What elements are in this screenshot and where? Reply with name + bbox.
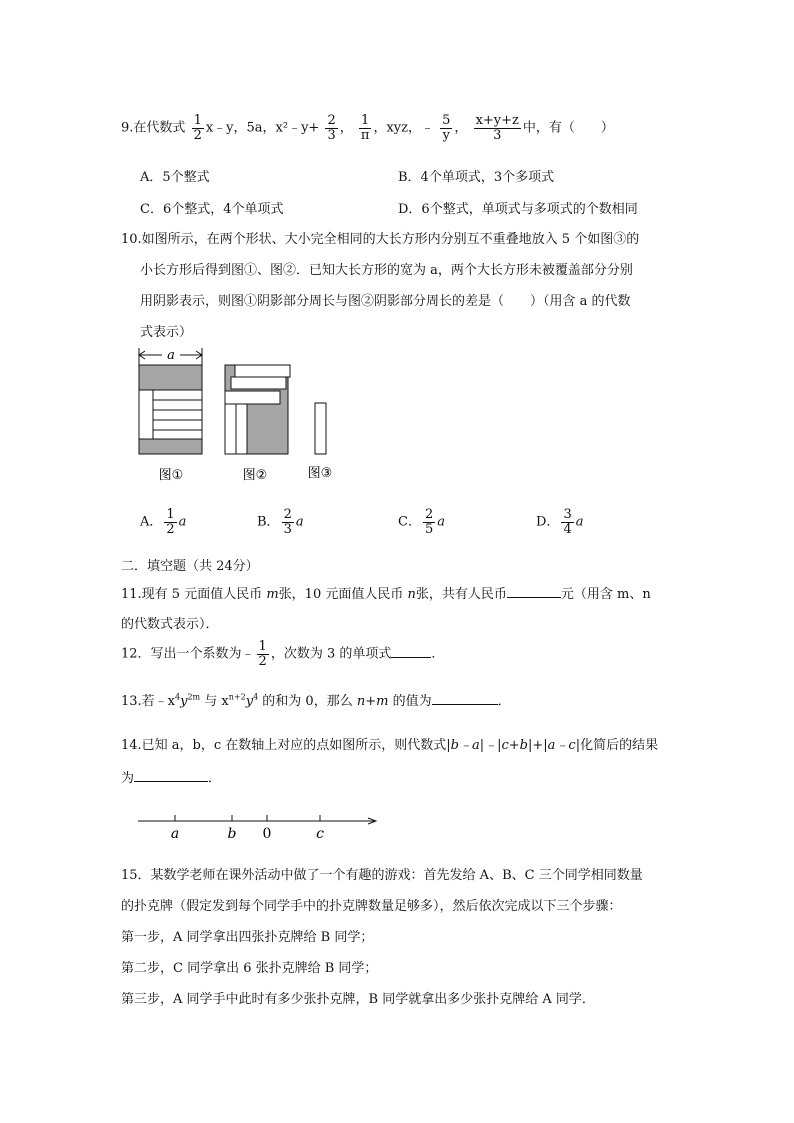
q14-number-line bbox=[136, 808, 386, 844]
figure-3 bbox=[315, 403, 326, 454]
q9-fraction-3: $\frac{1}{\pi}$ bbox=[360, 113, 370, 143]
q14-answer-blank[interactable] bbox=[134, 769, 208, 782]
q10-line-4: 式表示） bbox=[140, 325, 193, 340]
q9-option-b: B．4个单项式，3个多项式 bbox=[398, 170, 555, 185]
q10-option-b: B． $\frac{2}{3}$ a bbox=[257, 507, 304, 537]
figure-2-label: 图② bbox=[242, 468, 268, 483]
q11-line-1: 11.现有 5 元面值人民币 m张，10 元面值人民币 n张，共有人民币 元（用含 m、n bbox=[121, 587, 651, 602]
q9-option-a: A．5个整式 bbox=[140, 170, 210, 185]
label-b: b bbox=[227, 826, 237, 842]
q15-line-3: 第一步，A 同学拿出四张扑克牌给 B 同学； bbox=[121, 930, 374, 945]
q15-line-4: 第二步，C 同学拿出 6 张扑克牌给 B 同学； bbox=[121, 961, 378, 976]
q10-figures bbox=[130, 344, 350, 489]
q14-line-2: 为 ． bbox=[121, 771, 222, 786]
q9-fraction-1: $\frac{1}{2}$ bbox=[193, 113, 202, 143]
q10-line-2: 小长方形后得到图①、图②．已知大长方形的宽为 a，两个大长方形未被覆盖部分分别 bbox=[140, 263, 633, 278]
q15-line-1: 15．某数学老师在课外活动中做了一个有趣的游戏：首先发给 A、B、C 三个同学相同数量 bbox=[121, 868, 643, 883]
figure-1 bbox=[139, 365, 202, 454]
figure-3-label: 图③ bbox=[307, 466, 333, 481]
q11-line-2: 的代数式表示）． bbox=[121, 617, 219, 632]
q12-answer-blank[interactable] bbox=[391, 645, 431, 658]
q15-line-2: 的扑克牌（假定发到每个同学手中的扑克牌数量足够多），然后依次完成以下三个步骤： bbox=[121, 899, 622, 914]
width-dimension bbox=[139, 346, 202, 366]
q11-answer-blank[interactable] bbox=[507, 585, 561, 598]
q15-line-5: 第三步，A 同学手中此时有多少张扑克牌，B 同学就拿出多少张扑克牌给 A 同学． bbox=[121, 992, 595, 1007]
q10-line-3: 用阴影表示，则图①阴影部分周长与图②阴影部分周长的差是（ ）（用含 a 的代数 bbox=[140, 294, 631, 309]
q10-line-1: 10.如图所示，在两个形状、大小完全相同的大长方形内分别互不重叠地放入 5 个如图③的 bbox=[121, 232, 640, 247]
q9-fraction-2: $\frac{2}{3}$ bbox=[327, 113, 336, 143]
q14-line-1: 14.已知 a，b，c 在数轴上对应的点如图所示，则代数式|b﹣a|﹣|c+b|+|a﹣c|化简后的结果 bbox=[121, 738, 659, 753]
q10-option-d: D． $\frac{3}{4}$ a bbox=[536, 507, 584, 537]
dimension-label: a bbox=[167, 348, 175, 363]
q13-answer-blank[interactable] bbox=[432, 692, 498, 705]
q10-option-a: A． $\frac{1}{2}$ a bbox=[140, 507, 187, 537]
section-2-heading: 二．填空题（共 24分） bbox=[121, 559, 259, 574]
q9-option-d: D．6个整式，单项式与多项式的个数相同 bbox=[398, 202, 638, 217]
q10-option-c: C． $\frac{2}{5}$ a bbox=[398, 507, 445, 537]
q9-fraction-4: $\frac{5}{y}$ bbox=[442, 113, 451, 143]
label-c: c bbox=[316, 826, 324, 842]
q9-stem: 9.在代数式 $\frac{1}{2}$ x﹣y，5a，x²﹣y+ $\frac{2}{3}$ ， $\frac{1}{\pi}$ ，xyz，﹣ $\frac{5}{y}$ ， $\frac{x+y+z}{3}$ 中，有（ ） bbox=[121, 113, 614, 143]
label-0: 0 bbox=[262, 826, 272, 842]
label-a: a bbox=[170, 826, 180, 842]
q13-line: 13.若$﹣x^4y^{2m}$ 与 $x^{n+2}y^4$ 的和为 0，那么 n+m 的值为 ． bbox=[121, 692, 511, 709]
q9-option-c: C．6个整式，4个单项式 bbox=[140, 202, 284, 217]
q9-fraction-5: $\frac{x+y+z}{3}$ bbox=[475, 113, 519, 143]
figure-2 bbox=[225, 365, 290, 454]
q12-line: 12．写出一个系数为﹣ $\frac{1}{2}$ ，次数为 3 的单项式 ． bbox=[121, 639, 445, 669]
figure-1-label: 图① bbox=[158, 468, 184, 483]
